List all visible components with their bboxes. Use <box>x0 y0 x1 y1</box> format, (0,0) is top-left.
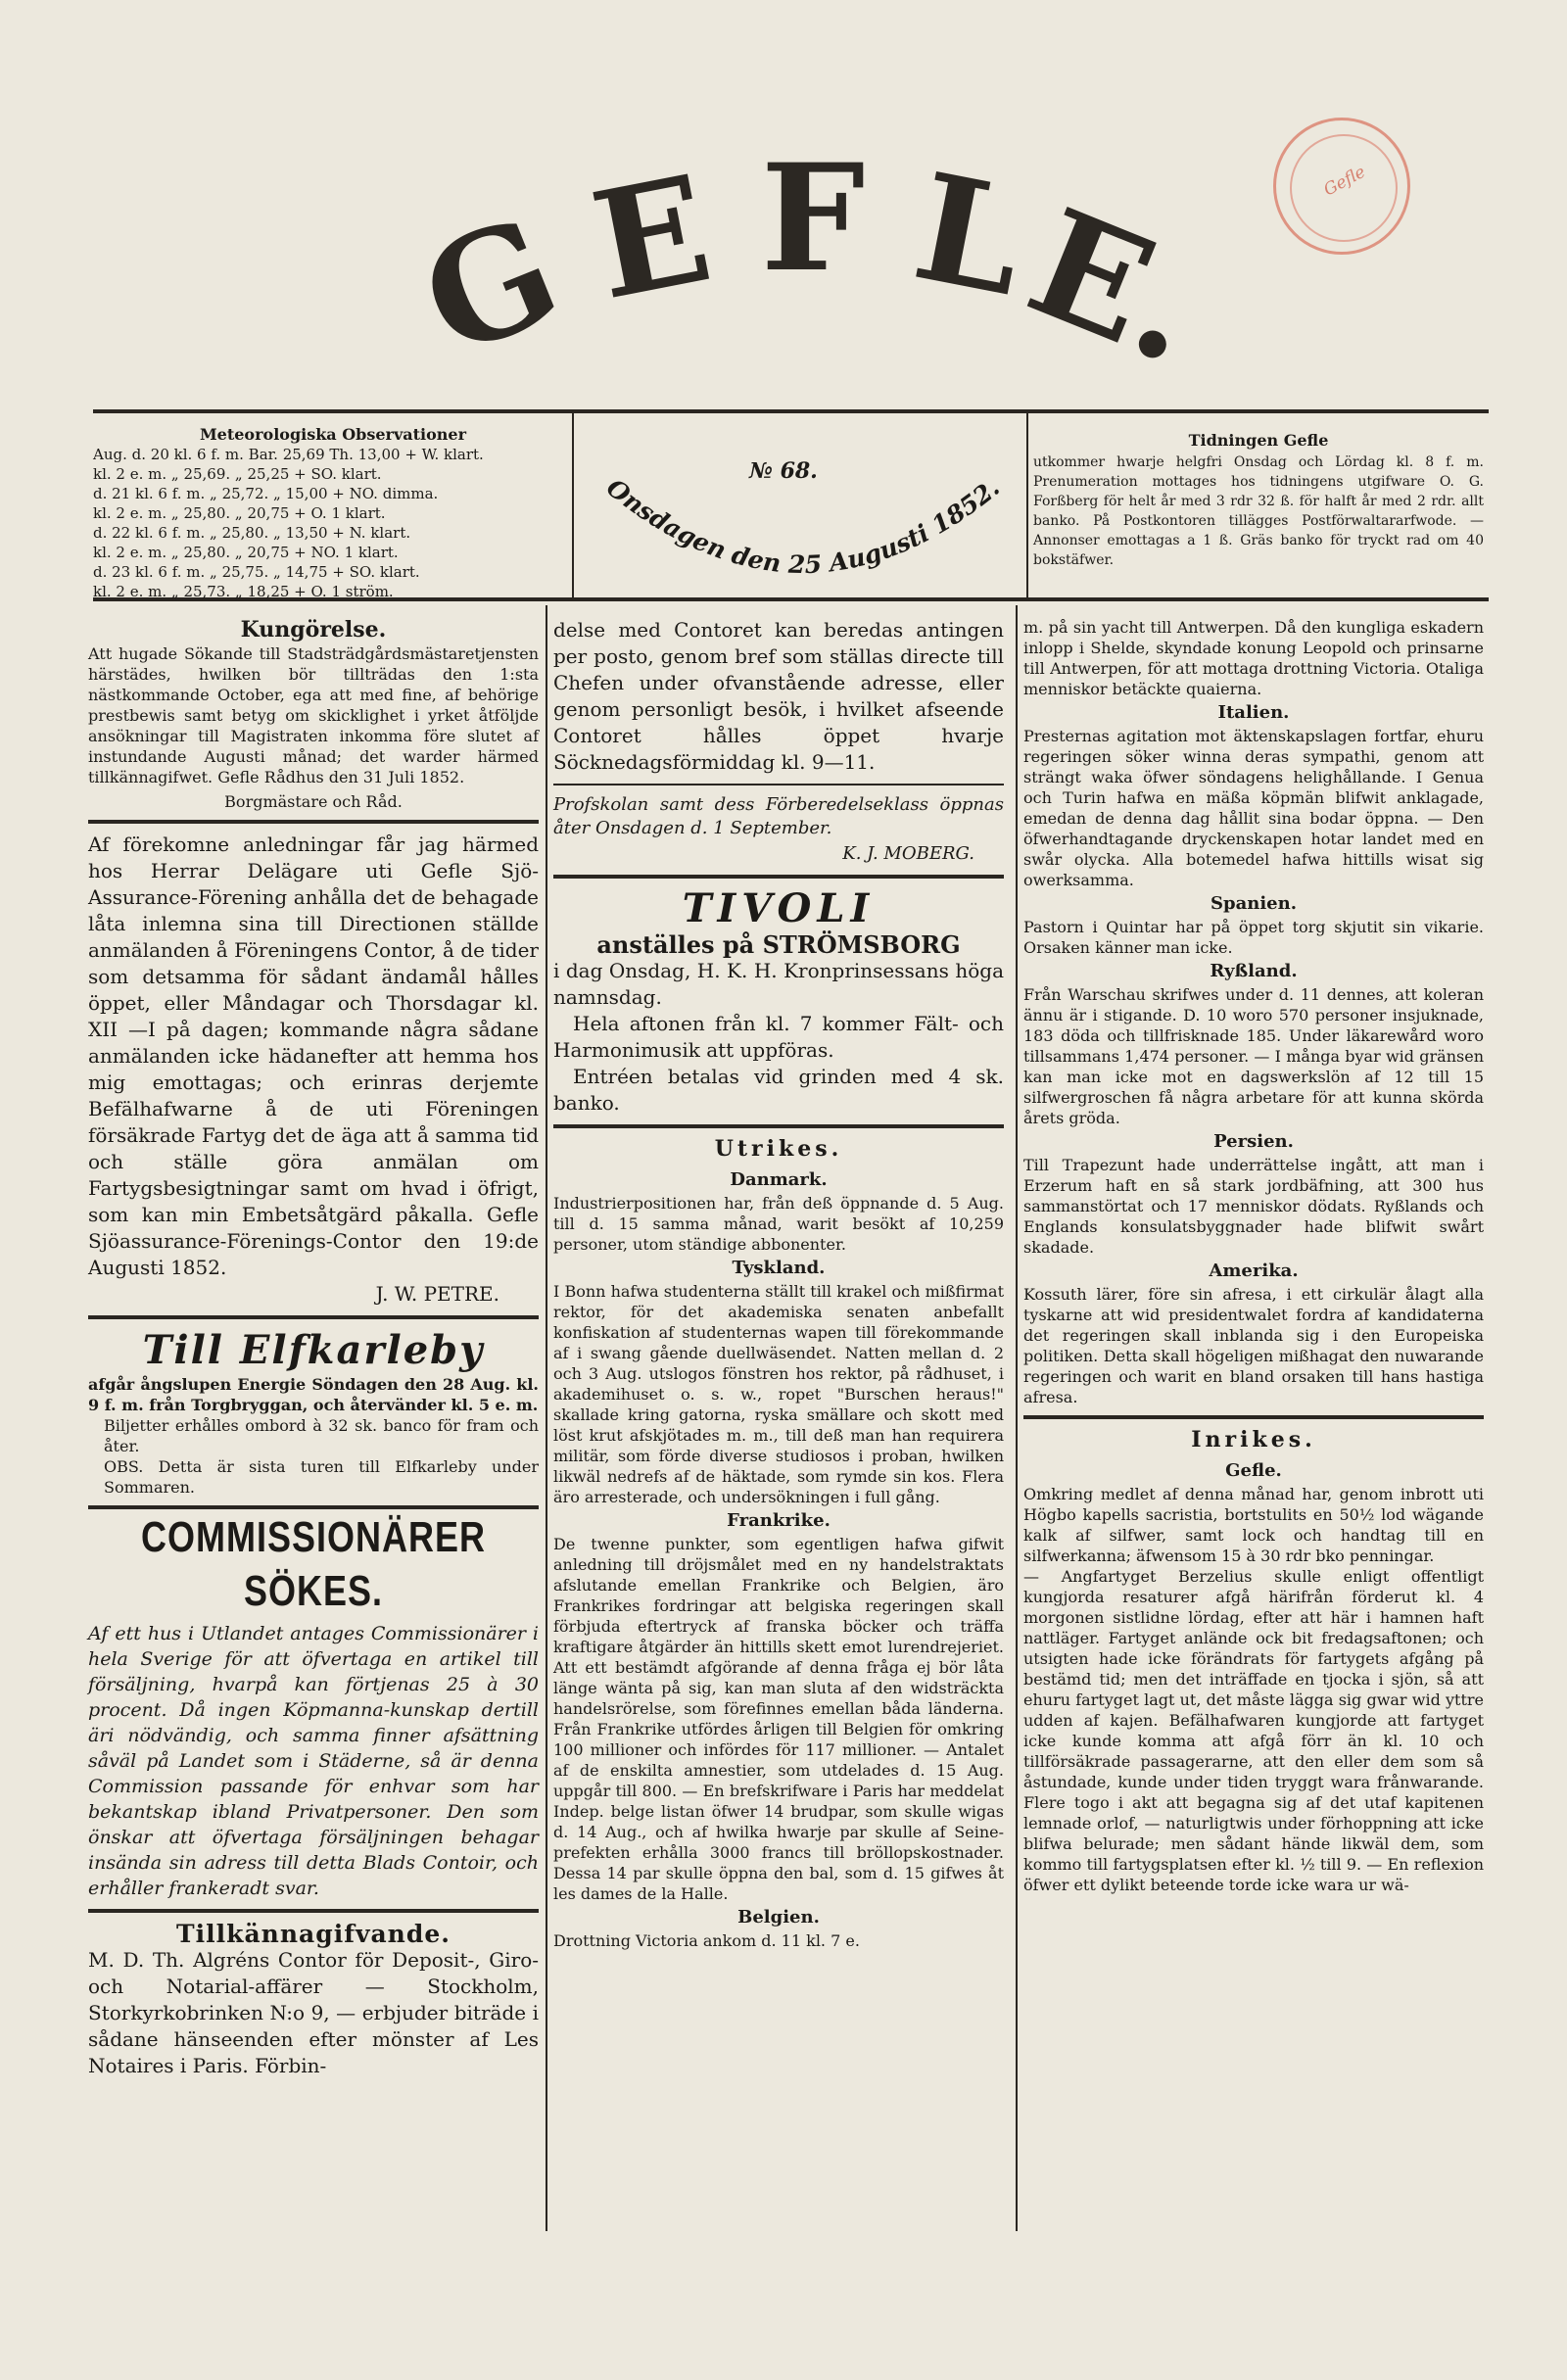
column-divider <box>1016 605 1018 2231</box>
amerika-text: Kossuth lärer, före sin afresa, i ett cirkulär ålagt alla tyskarne att wid presidentwalet fordra af kandidaterna det regeringen skall inblanda sig i den Europeiska politiken. Detta skall högeligen mißhagat den nuwarande regeringen och warit en bland orsaken till hans hastiga afresa. <box>1023 1285 1484 1406</box>
petre-notice: Af förekomne anledningar får jag härmed hos Herrar Delägare uti Gefle Sjö-Assurance-Förening anhålla det de behagade låta inlemna sina till Directionen ställde anmälanden å Föreningens Contor, å de tider som detsamma för sådant ändamål hålles öppet, eller Måndagar och Thorsdagar kl. XII —I på dagen; kommande några sådane anmälanden icke hädanefter att hemma hos mig emottagas; och erinras derjemte Befälhafwarne å de uti Föreningen försäkrade Fartyg det de äga att å samma tid och ställe göra anmälan om Fartygsbesigtningar samt om hvad i öfrigt, som kan min Embetsåtgärd påkalla. Gefle Sjöassurance-Förenings-Contor den 19:de Augusti 1852. <box>88 833 539 1279</box>
commissionarer-title: COMMISSIONÄRER SÖKES. <box>140 1512 486 1615</box>
spanien-text: Pastorn i Quintar har på öppet torg skjutit sin vikarie. Orsaken känner man icke. <box>1023 918 1484 957</box>
meteorology-title: Meteorologiska Observationer <box>199 425 467 444</box>
kungorelse-signature: Borgmästare och Råd. <box>224 792 403 811</box>
tivoli-title: TIVOLI <box>682 885 876 931</box>
danmark-title: Danmark. <box>730 1169 828 1190</box>
gefle-section-title: Gefle. <box>1225 1460 1282 1481</box>
tivoli-text: Hela aftonen från kl. 7 kommer Fält- och Harmonimusik att uppföras. <box>553 1012 1004 1062</box>
tidningen-box <box>1033 431 1484 570</box>
issue-number: № 68. <box>749 458 818 484</box>
separator <box>88 1909 539 1913</box>
meteorology-row: d. 23 kl. 6 f. m. „ 25,75. „ 14,75 + SO. klart. <box>93 563 420 581</box>
stamp-text: Gefle <box>1320 162 1369 201</box>
elfkarleby-obs: OBS. Detta är sista turen till Elfkarleby under Sommaren. <box>104 1457 539 1497</box>
header-divider <box>1026 413 1028 597</box>
tivoli-text: i dag Onsdag, H. K. H. Kronprinsessans höga namnsdag. <box>553 959 1004 1009</box>
meteorology-box <box>93 425 573 601</box>
masthead-letter: E <box>580 142 724 334</box>
meteorology-row: kl. 2 e. m. „ 25,73. „ 18,25 + O. 1 ström. <box>93 583 394 600</box>
ryssland-text: Från Warschau skrifwes under d. 11 dennes, att koleran ännu är i stigande. D. 10 woro 570 personer insjuknade, 183 döda och tillfrisknade 185. Under läkarewård woro tillsammans 1,474 personer. — I många byar wid gränsen kan man icke mot en dagswerkslön af 12 till 15 silfwergroschen få några arbetare för att kunna skörda årets gröda. <box>1023 985 1484 1127</box>
meteorology-row: d. 21 kl. 6 f. m. „ 25,72. „ 15,00 + NO. dimma. <box>93 485 439 502</box>
separator <box>553 875 1004 879</box>
separator <box>88 1505 539 1509</box>
danmark-text: Industrierpositionen har, från deß öppnande d. 5 Aug. till d. 15 samma månad, warit besökt af 10,259 personer, utom ständige abbonenter. <box>553 1194 1004 1254</box>
issue-date <box>578 421 1023 597</box>
svg-text:Onsdagen den 25 Augusti 1852. <box>601 473 1005 579</box>
italien-title: Italien. <box>1217 702 1290 723</box>
tivoli-subtitle: anställes på STRÖMSBORG <box>596 930 961 959</box>
tillkannagifvande-title: Tillkännagifvande. <box>176 1920 451 1948</box>
gefle-text: Omkring medlet af denna månad har, genom inbrott uti Högbo kapells sacristia, bortstulits en 50½ lod wägande kalk af silfwer, samt lock och handtag till en silfwerkanna; äfwensom 15 à 30 rdr bko penningar. <box>1023 1485 1484 1565</box>
column-divider <box>546 605 547 2231</box>
elfkarleby-tickets: Biljetter erhålles ombord à 32 sk. banco för fram och åter. <box>104 1416 539 1455</box>
elfkarleby-title: Till Elfkarleby <box>142 1327 485 1373</box>
kungorelse-text: Att hugade Sökande till Stadsträdgårdsmästaretjensten härstädes, hwilken bör tillträdas den 1:sta nästkommande October, ega att med fine, af behörige prestbewis samt betyg om skicklighet i yrket åtföljde ansökningar till Magistraten inkomma före slutet af instundande Augusti månad; det warder härmed tillkännagifwet. Gefle Rådhus den 31 Juli 1852. <box>88 644 539 786</box>
masthead-letter: L <box>902 140 1037 330</box>
italien-text: Presternas agitation mot äktenskapslagen fortfar, ehuru regeringen söker winna deras sympathi, genom att strängt waka öfwer söndagens helighållande. I Genua och Turin hafwa en mäßa köpmän blifwit anklagade, emedan de denna dag hållit sina bodar öppna. — Den öfwerhandtagande dryckenskapen hotar landet med en swår olycka. Alla botemedel hafwa hittills wisat sig owerksamma. <box>1023 727 1484 889</box>
kungorelse-title: Kungörelse. <box>240 617 387 643</box>
meteorology-row: d. 22 kl. 6 f. m. „ 25,80. „ 13,50 + N. klart. <box>93 524 411 542</box>
column-2 <box>553 617 1004 1951</box>
masthead-letter: F <box>760 132 866 305</box>
issue-info <box>578 421 1023 597</box>
tivoli-text: Entréen betalas vid grinden med 4 sk. banko. <box>553 1065 1004 1115</box>
column-3 <box>1023 617 1484 1895</box>
masthead-letter: G <box>400 183 582 391</box>
meteorology-row: Aug. d. 20 kl. 6 f. m. Bar. 25,69 Th. 13,00 + W. klart. <box>93 446 484 463</box>
separator <box>553 1124 1004 1128</box>
meteorology-row: kl. 2 e. m. „ 25,69. „ 25,25 + SO. klart. <box>93 465 382 483</box>
frankrike-text: De twenne punkter, som egentligen hafwa gifwit anledning till dröjsmålet med en ny handelstraktats afslutande emellan Frankrike och Belgien, äro Frankrikes fordringar att belgiska regeringen skall förbjuda eftertryck af franska böcker och träffa kraftigare åtgärder än hittills skett emot lurendrejeriet. Att ett bestämdt afgörande af denna fråga ej bör låta länge wänta på sig, kan man sluta af den widsträckta handelsrörelse, som förefinnes emellan båda länderna. Från Frankrike utfördes årligen till Belgien för omkring 100 millioner och infördes för 117 millioner. — Antalet af de enskilta amnestier, som utdelades d. 15 Aug. uppgår till 800. — En brefskrifware i Paris har meddelat Indep. belge listan öfwer 14 brudpar, som skulle wigas d. 14 Aug., och af hwilka hwarje par skulle af Seine-prefekten erhålla 3000 francs till bröllopskostnader. Dessa 14 par skulle öppna den bal, som d. 15 gifwes åt les dames de la Halle. <box>553 1535 1004 1903</box>
tyskland-text: I Bonn hafwa studenterna ställt till krakel och mißfirmat rektor, för det akademiska senaten anbefallt konfiskation af studenternas wapen till förekommande af i swang gående duellwäsendet. Natten mellan d. 2 och 3 Aug. utslogos fönstren hos rektor, på rådhuset, i akademihuset o. s. w., ropet "Burschen heraus!" skallade kring gatorna, ryska smällare och skott med löst krut afskjötades m. m., till deß man han requirera militär, som förde diverse studiosos i proban, hwilken likwäl nedrefs af de häktade, som rymde sin kos. Flera äro arresterade, och undersökningen i full gång. <box>553 1282 1004 1506</box>
frankrike-title: Frankrike. <box>727 1510 831 1531</box>
meteorology-row: kl. 2 e. m. „ 25,80. „ 20,75 + NO. 1 klart. <box>93 544 399 561</box>
spanien-title: Spanien. <box>1211 893 1297 914</box>
meteorology-row: kl. 2 e. m. „ 25,80. „ 20,75 + O. 1 klart. <box>93 504 386 522</box>
issue-date-text: Onsdagen den 25 Augusti 1852. <box>600 473 1006 580</box>
ryssland-title: Ryßland. <box>1210 961 1298 981</box>
utrikes-title: Utrikes. <box>714 1136 843 1162</box>
belgien-title: Belgien. <box>737 1907 820 1928</box>
elfkarleby-text: afgår ångslupen Energie Söndagen den 28 Aug. kl. 9 f. m. från Torgbryggan, och återvänder kl. 5 e. m. <box>88 1375 539 1414</box>
profskolan-text: Profskolan samt dess Förberedelseklass öppnas åter Onsdagen d. 1 September. <box>553 794 1004 838</box>
postal-stamp <box>1273 118 1410 255</box>
tidningen-text: utkommer hwarje helgfri Onsdag och Lördag kl. 8 f. m. Prenumeration mottages hos tidningens utgifware O. G. Forßberg för helt år med 3 rdr 32 ß. för halft år med 2 rdr. allt banko. På Postkontoren tillägges Postförwaltararfwode. — Annonser emottagas a 1 ß. Gräs banko för tryckt rad om 40 bokstäfwer. <box>1033 454 1484 568</box>
tyskland-title: Tyskland. <box>732 1258 826 1278</box>
profskolan-signature: K. J. MOBERG. <box>842 843 974 864</box>
commissionarer-text: Af ett hus i Utlandet antages Commissionärer i hela Sverige för att öfvertaga en artikel till försäljning, hvarpå kan förtjenas 25 à 30 procent. Då ingen Köpmanna-kunskap dertill äri nödvändig, och samma finner afsättning såväl på Landet som i Städerne, så är denna Commission passande för enhvar som har bekantskap ibland Privatpersoner. Den som önskar att öfvertaga försäljningen behagar insända sin adress till detta Blads Contoir, och erhåller frankeradt svar. <box>88 1623 539 1899</box>
persien-text: Till Trapezunt hade underrättelse ingått, att man i Erzerum haft en så stark jordbäfning, att 300 hus sammanstörtat och 17 menniskor dödats. Ryßlands och Englands konsulatsbyggnader hade blifwit swårt skadade. <box>1023 1156 1484 1257</box>
separator <box>553 784 1004 785</box>
belgien-text: Drottning Victoria ankom d. 11 kl. 7 e. <box>553 1931 860 1950</box>
masthead-letter: E. <box>1007 175 1224 398</box>
tillkannagifvande-text: M. D. Th. Algréns Contor för Deposit-, Giro- och Notarial-affärer — Stockholm, Storkyrkobrinken N:o 9, — erbjuder biträde i sådane hänseenden efter mönster af Les Notaires i Paris. Förbin- <box>88 1948 539 2077</box>
column-1 <box>88 617 539 2079</box>
separator <box>88 1315 539 1319</box>
petre-signature: J. W. PETRE. <box>375 1282 499 1306</box>
header-rule <box>93 409 1489 413</box>
separator <box>88 820 539 824</box>
gefle-text-2: — Angfartyget Berzelius skulle enligt offentligt kungjorda resaturer afgå härifrån förderut kl. 4 morgonen sistlidne lördag, efter att här i hamnen haft nattläger. Fartyget anlände ock bit fredagsaftonen; och utsigten hade icke förändrats för fartygets afgång på bestämd tid; men det inträffade en tjocka i sjön, så att ehuru fartyget lagt ut, det måste lägga sig gwar wid yttre udden af kajen. Befälhafwaren kungjorde att fartyget icke kunde komma att afgå förr än kl. 10 och tillförsäkrade passagerarne, att den eller dem som så åstundade, kunde under tiden tryggt wara frånwarande. Flere togo i akt att begagna sig af det utaf kapitenen lemnade orlof, — naturligtwis under förhoppning att icke blifwa belurade; men sådant hände likwäl dem, som kommo till fartygsplatsen efter kl. ½ till 9. — En reflexion öfwer ett dylikt beteende torde icke wara ur wä- <box>1023 1567 1484 1894</box>
amerika-title: Amerika. <box>1209 1261 1299 1281</box>
belgien-continuation: m. på sin yacht till Antwerpen. Då den kungliga eskadern inlopp i Shelde, skyndade konung Leopold och prinsarne till Antwerpen, för att mottaga drottning Victoria. Otaliga menniskor betäckte quaierna. <box>1023 618 1484 698</box>
contor-continuation: delse med Contoret kan beredas antingen per posto, genom bref som ställas directe till Chefen under ofvanstående adresse, eller genom personligt besök, i hvilket afseende Contoret hålles öppet hvarje Söcknedagsförmiddag kl. 9—11. <box>553 618 1004 774</box>
separator <box>1023 1415 1484 1419</box>
persien-title: Persien. <box>1213 1131 1294 1152</box>
inrikes-title: Inrikes. <box>1191 1427 1316 1452</box>
tidningen-title: Tidningen Gefle <box>1188 431 1329 450</box>
